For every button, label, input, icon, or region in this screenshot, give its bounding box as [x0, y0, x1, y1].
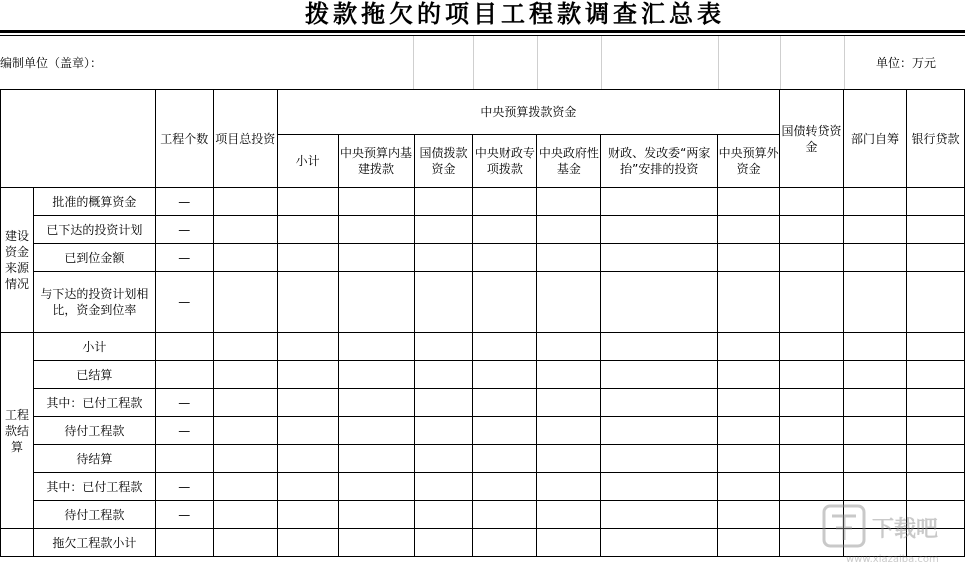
- empty-cell: [537, 445, 601, 473]
- dash-cell: —: [155, 272, 213, 333]
- empty-cell: [537, 417, 601, 445]
- empty-cell: [844, 333, 907, 361]
- cell-divider: [601, 36, 602, 89]
- empty-cell: [414, 333, 473, 361]
- cell-divider: [844, 36, 845, 89]
- empty-cell: [780, 389, 844, 417]
- empty-cell: [213, 272, 277, 333]
- empty-cell: [906, 216, 964, 244]
- table-row: [1, 361, 965, 389]
- empty-cell: [780, 188, 844, 216]
- empty-cell: [844, 216, 907, 244]
- empty-cell: [718, 473, 780, 501]
- empty-cell: [780, 244, 844, 272]
- section-label-arrears: [1, 529, 34, 557]
- empty-cell: [155, 361, 213, 389]
- row-label: 待付工程款: [33, 417, 155, 445]
- empty-cell: [780, 473, 844, 501]
- empty-cell: [414, 445, 473, 473]
- empty-cell: [473, 333, 537, 361]
- empty-cell: [601, 473, 718, 501]
- empty-cell: [906, 361, 964, 389]
- row-label: 批准的概算资金: [33, 188, 155, 216]
- empty-cell: [780, 272, 844, 333]
- dash-cell: —: [155, 244, 213, 272]
- empty-cell: [213, 333, 277, 361]
- empty-cell: [601, 417, 718, 445]
- empty-cell: [844, 272, 907, 333]
- empty-cell: [601, 272, 718, 333]
- row-label: 已结算: [33, 361, 155, 389]
- empty-cell: [213, 361, 277, 389]
- empty-cell: [277, 529, 338, 557]
- empty-cell: [277, 417, 338, 445]
- empty-cell: [718, 445, 780, 473]
- empty-cell: [277, 244, 338, 272]
- cell-divider: [537, 36, 538, 89]
- header-central-gov-fund: 中央政府性基金: [537, 135, 601, 188]
- empty-cell: [277, 389, 338, 417]
- empty-cell: [277, 501, 338, 529]
- empty-cell: [537, 501, 601, 529]
- row-label: 已下达的投资计划: [33, 216, 155, 244]
- cell-divider: [413, 36, 414, 89]
- empty-cell: [338, 473, 414, 501]
- title-rule: [0, 30, 965, 33]
- empty-cell: [338, 389, 414, 417]
- section-label-construction: 建设资金来源情况: [1, 188, 34, 333]
- empty-cell: [718, 216, 780, 244]
- header-subtotal: 小计: [277, 135, 338, 188]
- empty-cell: [537, 529, 601, 557]
- page-title: 拨款拖欠的项目工程款调查汇总表: [305, 0, 725, 28]
- header-bank-loan: 银行贷款: [906, 90, 964, 188]
- table-row: [1, 417, 965, 445]
- row-label: 待结算: [33, 445, 155, 473]
- empty-cell: [601, 389, 718, 417]
- dash-cell: —: [155, 501, 213, 529]
- empty-cell: [338, 417, 414, 445]
- empty-cell: [277, 361, 338, 389]
- empty-cell: [277, 216, 338, 244]
- table-row: [1, 272, 965, 333]
- summary-table: [0, 89, 965, 557]
- empty-cell: [906, 333, 964, 361]
- row-label: 小计: [33, 333, 155, 361]
- empty-cell: [473, 445, 537, 473]
- empty-cell: [213, 417, 277, 445]
- empty-cell: [473, 272, 537, 333]
- header-central-finance-special: 中央财政专项拨款: [473, 135, 537, 188]
- header-dept-self: 部门自筹: [844, 90, 907, 188]
- empty-cell: [844, 244, 907, 272]
- empty-cell: [414, 244, 473, 272]
- empty-cell: [844, 473, 907, 501]
- header-total-investment: 项目总投资: [213, 90, 277, 188]
- table-row: [1, 445, 965, 473]
- empty-cell: [213, 244, 277, 272]
- empty-cell: [601, 244, 718, 272]
- dash-cell: —: [155, 216, 213, 244]
- empty-cell: [277, 333, 338, 361]
- org-label: 编制单位（盖章）：: [0, 56, 103, 70]
- dash-cell: —: [155, 417, 213, 445]
- unit-label: 单位：万元: [876, 56, 937, 70]
- cell-divider: [473, 36, 474, 89]
- empty-cell: [844, 389, 907, 417]
- empty-cell: [414, 188, 473, 216]
- empty-cell: [718, 361, 780, 389]
- empty-cell: [277, 445, 338, 473]
- empty-cell: [338, 272, 414, 333]
- empty-cell: [473, 473, 537, 501]
- empty-cell: [601, 216, 718, 244]
- empty-cell: [718, 244, 780, 272]
- empty-cell: [155, 529, 213, 557]
- empty-cell: [718, 529, 780, 557]
- empty-cell: [844, 188, 907, 216]
- table-row: [1, 188, 965, 216]
- row-label: 其中：已付工程款: [33, 473, 155, 501]
- empty-cell: [906, 188, 964, 216]
- cell-divider: [718, 36, 719, 89]
- empty-cell: [906, 272, 964, 333]
- empty-cell: [473, 501, 537, 529]
- empty-cell: [473, 529, 537, 557]
- empty-cell: [338, 501, 414, 529]
- empty-cell: [155, 333, 213, 361]
- header-national-debt: 国债拨款资金: [414, 135, 473, 188]
- empty-cell: [537, 389, 601, 417]
- empty-cell: [906, 244, 964, 272]
- empty-cell: [155, 445, 213, 473]
- empty-cell: [601, 501, 718, 529]
- empty-cell: [537, 244, 601, 272]
- empty-cell: [844, 445, 907, 473]
- empty-cell: [414, 216, 473, 244]
- empty-cell: [338, 244, 414, 272]
- empty-cell: [601, 445, 718, 473]
- section-label-settlement: 工程款结算: [1, 333, 34, 529]
- empty-cell: [601, 188, 718, 216]
- empty-cell: [906, 389, 964, 417]
- header-central-budget-construction: 中央预算内基建拨款: [338, 135, 414, 188]
- empty-cell: [414, 529, 473, 557]
- empty-cell: [473, 361, 537, 389]
- empty-cell: [844, 361, 907, 389]
- empty-cell: [213, 445, 277, 473]
- watermark-text: 下载吧: [872, 517, 939, 542]
- empty-cell: [718, 272, 780, 333]
- empty-cell: [780, 417, 844, 445]
- empty-cell: [213, 188, 277, 216]
- empty-cell: [780, 361, 844, 389]
- row-label: 拖欠工程款小计: [33, 529, 155, 557]
- empty-cell: [780, 333, 844, 361]
- empty-cell: [601, 333, 718, 361]
- empty-cell: [780, 445, 844, 473]
- empty-cell: [537, 333, 601, 361]
- header-project-count: 工程个数: [155, 90, 213, 188]
- empty-cell: [906, 445, 964, 473]
- empty-cell: [213, 529, 277, 557]
- empty-cell: [537, 361, 601, 389]
- empty-cell: [473, 188, 537, 216]
- empty-cell: [213, 389, 277, 417]
- header-central-outside: 中央预算外资金: [718, 135, 780, 188]
- empty-cell: [338, 333, 414, 361]
- header-central-budget: 中央预算拨款资金: [277, 90, 779, 135]
- empty-cell: [414, 417, 473, 445]
- empty-cell: [780, 216, 844, 244]
- empty-cell: [414, 389, 473, 417]
- empty-cell: [906, 417, 964, 445]
- table-row: [1, 244, 965, 272]
- empty-cell: [213, 501, 277, 529]
- empty-cell: [718, 188, 780, 216]
- empty-cell: [718, 389, 780, 417]
- empty-cell: [473, 417, 537, 445]
- corner-cell: [1, 90, 156, 188]
- empty-cell: [537, 272, 601, 333]
- empty-cell: [601, 361, 718, 389]
- empty-cell: [473, 216, 537, 244]
- table-row: [1, 333, 965, 361]
- dash-cell: —: [155, 389, 213, 417]
- empty-cell: [473, 244, 537, 272]
- empty-cell: [718, 417, 780, 445]
- empty-cell: [537, 473, 601, 501]
- empty-cell: [537, 216, 601, 244]
- empty-cell: [844, 417, 907, 445]
- dash-cell: —: [155, 188, 213, 216]
- empty-cell: [473, 389, 537, 417]
- watermark-logo: [816, 500, 965, 568]
- empty-cell: [277, 188, 338, 216]
- row-label: 与下达的投资计划相比，资金到位率: [33, 272, 155, 333]
- empty-cell: [414, 272, 473, 333]
- empty-cell: [338, 529, 414, 557]
- watermark-url: www.xiazaiba.com: [846, 554, 939, 565]
- empty-cell: [213, 216, 277, 244]
- empty-cell: [414, 501, 473, 529]
- empty-cell: [338, 216, 414, 244]
- empty-cell: [338, 188, 414, 216]
- empty-cell: [277, 473, 338, 501]
- cell-divider: [780, 36, 781, 89]
- empty-cell: [414, 473, 473, 501]
- empty-cell: [414, 361, 473, 389]
- dash-cell: —: [155, 473, 213, 501]
- unit-row: [0, 36, 965, 89]
- table-row: [1, 216, 965, 244]
- logo-glyph-icon: [832, 516, 856, 540]
- empty-cell: [718, 333, 780, 361]
- empty-cell: [338, 361, 414, 389]
- empty-cell: [601, 529, 718, 557]
- row-label: 待付工程款: [33, 501, 155, 529]
- row-label: 已到位金额: [33, 244, 155, 272]
- empty-cell: [537, 188, 601, 216]
- empty-cell: [277, 272, 338, 333]
- empty-cell: [906, 473, 964, 501]
- header-national-debt-loan: 国债转贷资金: [780, 90, 844, 188]
- empty-cell: [338, 445, 414, 473]
- table-row: [1, 473, 965, 501]
- empty-cell: [213, 473, 277, 501]
- row-label: 其中：已付工程款: [33, 389, 155, 417]
- empty-cell: [718, 501, 780, 529]
- header-ndrc-investment: 财政、发改委“两家抬”安排的投资: [601, 135, 718, 188]
- table-row: [1, 389, 965, 417]
